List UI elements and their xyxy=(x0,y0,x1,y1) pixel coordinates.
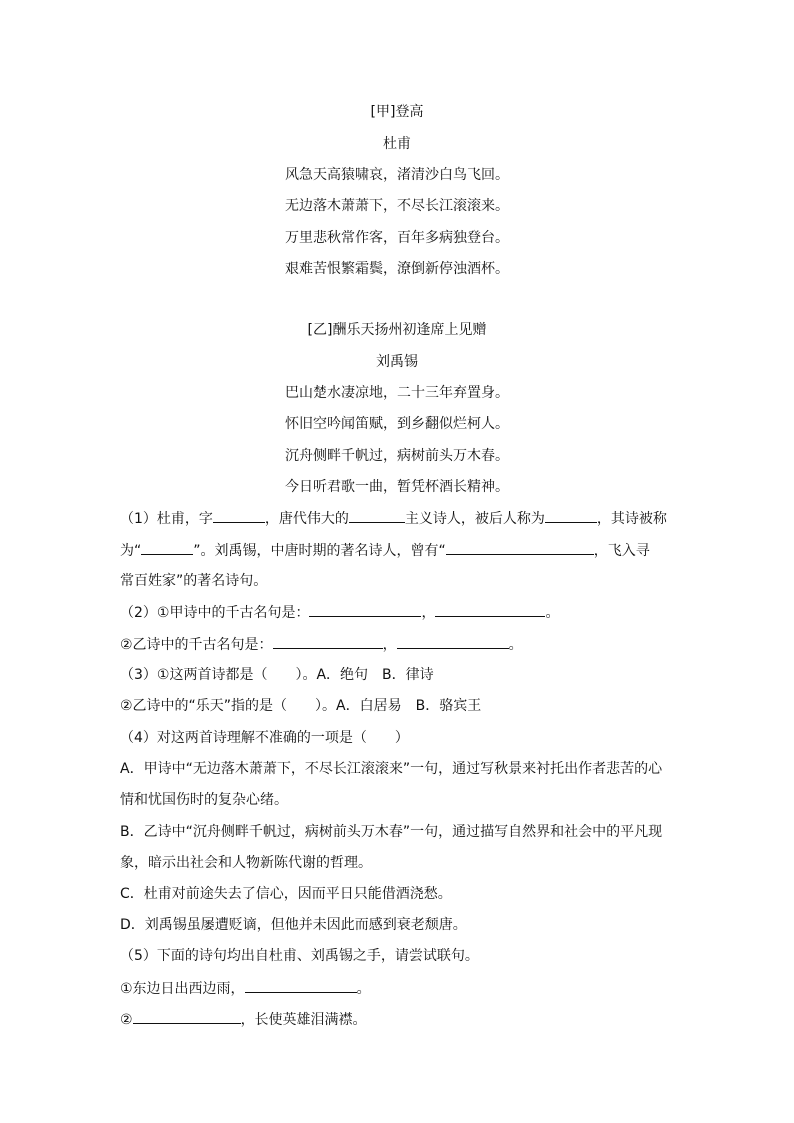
q4-stem: （4）对这两首诗理解不准确的一项是（ ） xyxy=(120,730,409,746)
q3-line-a: （3）①这两首诗都是（ ）。A．绝句 B．律诗 xyxy=(120,667,434,683)
poem-a-title: [甲]登高 xyxy=(370,104,424,120)
answer-blank-zhuyi[interactable] xyxy=(349,508,405,523)
answer-blank-q2a-2[interactable] xyxy=(435,602,545,617)
q1-line-2: 为“ ”。刘禹锡，中唐时期的著名诗人，曾有“ ，飞入寻 xyxy=(120,540,680,561)
q2-line-a: （2）①甲诗中的千古名句是： ， 。 xyxy=(120,602,680,623)
poem-a-line-1: 风急天高猿啸哀，渚清沙白鸟飞回。 xyxy=(285,167,509,183)
answer-blank-q2b-1[interactable] xyxy=(273,634,383,649)
q3-line-b: ②乙诗中的“乐天”指的是（ ）。A．白居易 B．骆宾王 xyxy=(120,698,482,714)
q4-option-b-line-2: 象，暗示出社会和人物新陈代谢的哲理。 xyxy=(120,855,372,871)
poem-b-line-3: 沉舟侧畔千帆过，病树前头万木春。 xyxy=(285,448,509,464)
q4-option-d: D．刘禹锡虽屡遭贬谪，但他并未因此而感到衰老颓唐。 xyxy=(120,917,467,933)
poem-a-line-4: 艰难苦恨繁霜鬓，潦倒新停浊酒杯。 xyxy=(285,261,509,277)
q1-line-1: （1）杜甫，字 ，唐代伟大的 主义诗人，被后人称为 ，其诗被称 xyxy=(120,508,680,529)
q4-option-a-line-1: A．甲诗中“无边落木萧萧下，不尽长江滚滚来”一句，通过写秋景来衬托出作者悲苦的心 xyxy=(120,761,663,777)
q4-option-b-line-1: B．乙诗中“沉舟侧畔千帆过，病树前头万木春”一句，通过描写自然界和社会中的平凡现 xyxy=(120,824,663,840)
answer-blank-shibei[interactable] xyxy=(141,540,193,555)
poem-b-line-4: 今日听君歌一曲，暂凭杯酒长精神。 xyxy=(285,479,509,495)
poem-a-line-3: 万里悲秋常作客，百年多病独登台。 xyxy=(285,230,509,246)
answer-blank-q2b-2[interactable] xyxy=(397,634,509,649)
answer-blank-q5b[interactable] xyxy=(133,1009,241,1024)
poem-b-line-2: 怀旧空吟闻笛赋，到乡翻似烂柯人。 xyxy=(285,416,509,432)
answer-blank-chengwei[interactable] xyxy=(545,508,597,523)
answer-blank-liu-verse[interactable] xyxy=(446,540,594,555)
poem-b-title: [乙]酬乐天扬州初逢席上见赠 xyxy=(307,322,487,338)
q2-line-b: ②乙诗中的千古名句是： ， 。 xyxy=(120,634,680,655)
poem-b-line-1: 巴山楚水凄凉地，二十三年弃置身。 xyxy=(285,385,509,401)
poem-a-author: 杜甫 xyxy=(383,136,411,152)
q5-stem: （5）下面的诗句均出自杜甫、刘禹锡之手，请尝试联句。 xyxy=(120,948,479,964)
answer-blank-q5a[interactable] xyxy=(245,978,357,993)
poem-b-author: 刘禹锡 xyxy=(376,354,418,370)
answer-blank-zi[interactable] xyxy=(213,508,265,523)
q4-option-c: C．杜甫对前途失去了信心，因而平日只能借酒浇愁。 xyxy=(120,886,452,902)
q1-line-3: 常百姓家”的著名诗句。 xyxy=(120,573,268,589)
poem-a-line-2: 无边落木萧萧下，不尽长江滚滚来。 xyxy=(285,198,509,214)
q5-line-b: ② ，长使英雄泪满襟。 xyxy=(120,1009,680,1030)
q4-option-a-line-2: 情和忧国伤时的复杂心绪。 xyxy=(120,792,288,808)
q5-line-a: ①东边日出西边雨， 。 xyxy=(120,978,680,999)
answer-blank-q2a-1[interactable] xyxy=(309,602,421,617)
